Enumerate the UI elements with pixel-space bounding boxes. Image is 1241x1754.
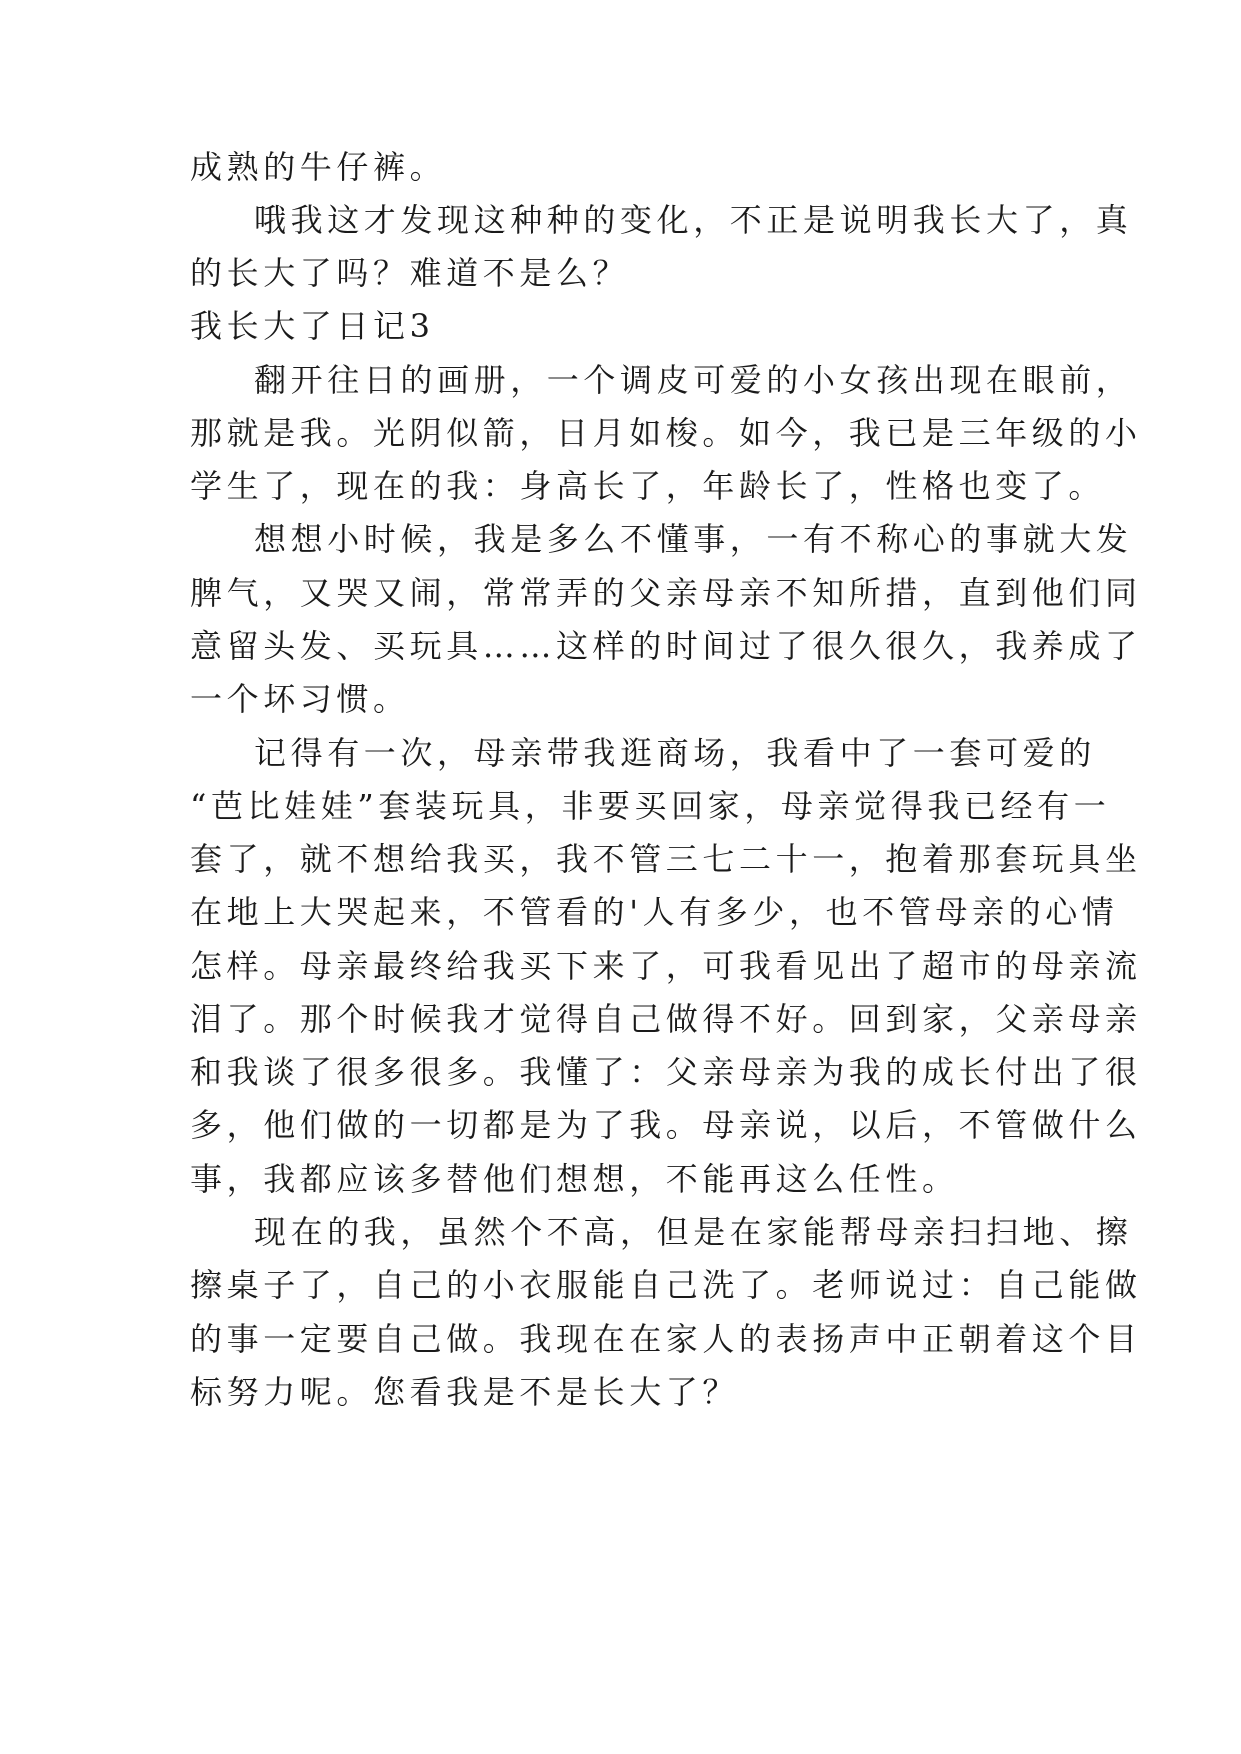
- text-line: 一个坏习惯。: [190, 680, 410, 718]
- text-line: 怎样。母亲最终给我买下来了，可我看见出了超市的母亲流: [190, 947, 1142, 985]
- text-line: 标努力呢。您看我是不是长大了？: [190, 1373, 740, 1411]
- text-line: 和我谈了很多很多。我懂了：父亲母亲为我的成长付出了很: [190, 1053, 1142, 1091]
- text-line: 事，我都应该多替他们想想，不能再这么任性。: [190, 1160, 959, 1198]
- text-line: 擦桌子了，自己的小衣服能自己洗了。老师说过：自己能做: [190, 1266, 1142, 1304]
- text-line: 泪了。那个时候我才觉得自己做得不好。回到家，父亲母亲: [190, 1000, 1142, 1038]
- text-line: 脾气，又哭又闹，常常弄的父亲母亲不知所措，直到他们同: [190, 574, 1142, 612]
- text-line: 记得有一次，母亲带我逛商场，我看中了一套可爱的: [254, 734, 1096, 772]
- text-line: 的事一定要自己做。我现在在家人的表扬声中正朝着这个目: [190, 1320, 1142, 1358]
- text-line: 学生了，现在的我：身高长了，年龄长了，性格也变了。: [190, 467, 1106, 505]
- text-line: 翻开往日的画册，一个调皮可爱的小女孩出现在眼前，: [254, 361, 1133, 399]
- text-line: 的长大了吗？难道不是么？: [190, 254, 630, 292]
- text-line: 成熟的牛仔裤。: [190, 148, 447, 186]
- text-line: 哦我这才发现这种种的变化，不正是说明我长大了，真: [254, 201, 1133, 239]
- text-line: 套了，就不想给我买，我不管三七二十一，抱着那套玩具坐: [190, 840, 1142, 878]
- text-line: 在地上大哭起来，不管看的'人有多少，也不管母亲的心情: [190, 893, 1119, 931]
- text-line: 现在的我，虽然个不高，但是在家能帮母亲扫扫地、擦: [254, 1213, 1133, 1251]
- section-heading: 我长大了日记3: [190, 307, 435, 345]
- text-line: 意留头发、买玩具……这样的时间过了很久很久，我养成了: [190, 627, 1142, 665]
- text-line: 那就是我。光阴似箭，日月如梭。如今，我已是三年级的小: [190, 414, 1142, 452]
- text-line: “芭比娃娃”套装玩具，非要买回家，母亲觉得我已经有一: [190, 787, 1111, 825]
- text-line: 想想小时候，我是多么不懂事，一有不称心的事就大发: [254, 520, 1133, 558]
- text-line: 多，他们做的一切都是为了我。母亲说，以后，不管做什么: [190, 1106, 1142, 1144]
